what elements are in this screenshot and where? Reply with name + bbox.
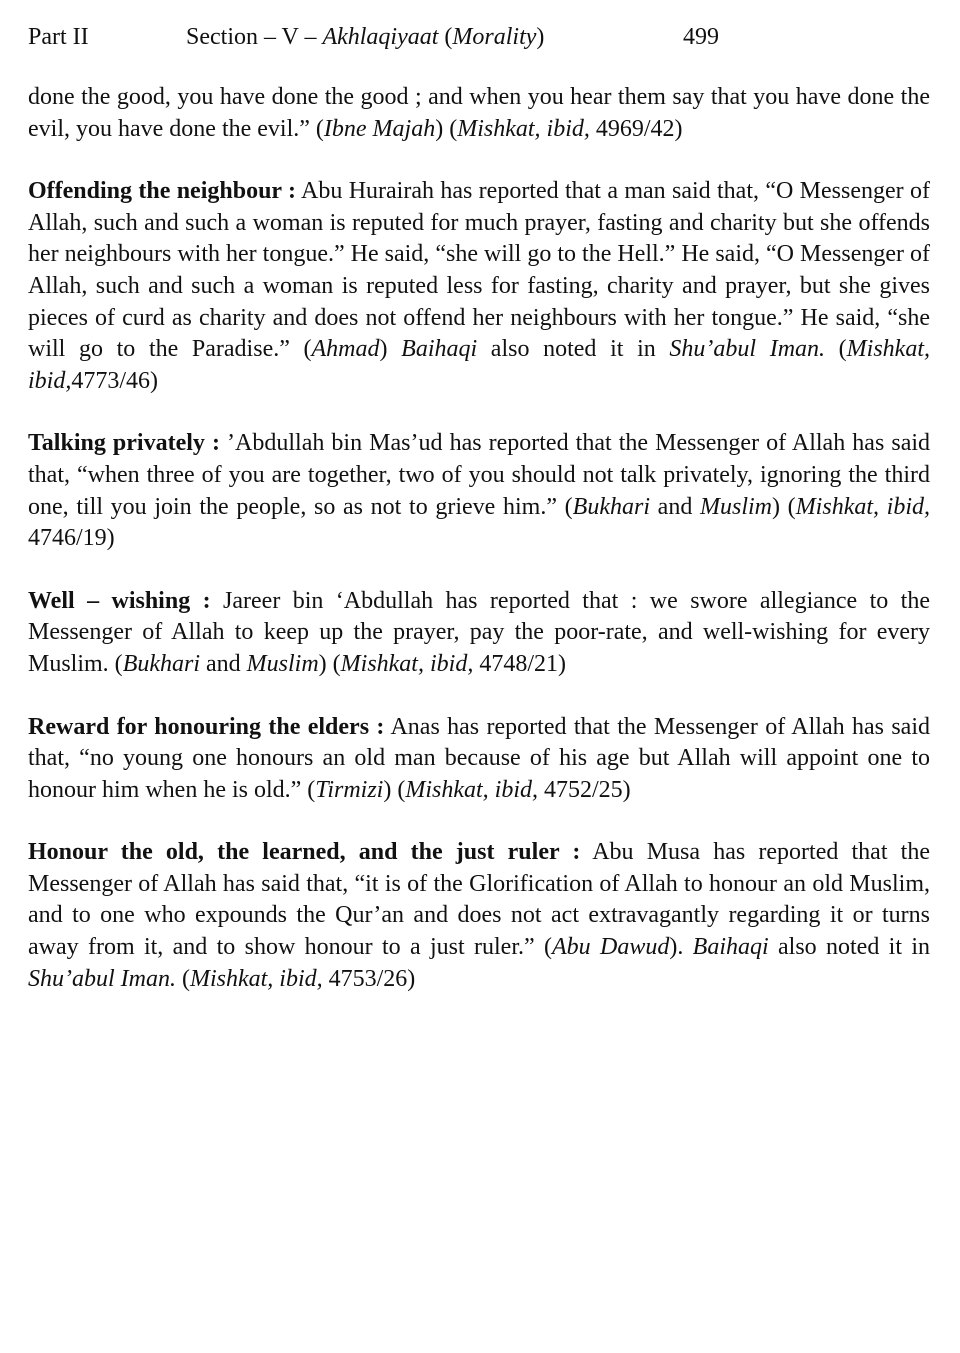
body-text — [28, 82, 930, 995]
paragraph-text: and — [200, 650, 247, 677]
paragraph-heading: Honour the old, the learned, and the just ruler : — [28, 839, 581, 866]
paragraph — [28, 712, 930, 807]
paragraph — [28, 586, 930, 681]
paragraph-text: done the good, you have done the good ; and when you hear them say that you have done the evil, you have done the evil.” ( — [28, 84, 930, 142]
paragraph-text: 4748/21) — [473, 650, 566, 677]
citation-italic: Shu’abul Iman. — [669, 336, 826, 363]
header-section — [186, 20, 544, 54]
citation-italic: Muslim — [700, 493, 773, 520]
paragraph-text: Abu Musa has reported that the Messenger of Allah has said that, “it is of the Glorification of Allah to honour an old Muslim, and to one who expounds the Qur’an and does not act extravagantly regarding it or turns away from it, and to show honour to a just ruler.” ( — [28, 839, 930, 961]
citation-italic: Bukhari — [572, 493, 650, 520]
paragraph-text: 4969/42) — [589, 115, 683, 142]
paragraph — [28, 82, 930, 145]
paragraph-text: ( — [175, 965, 190, 992]
paragraph-text: ) ( — [383, 776, 406, 803]
paragraph-heading: Well – wishing : — [28, 587, 211, 614]
header-section-subtitle: Morality — [452, 24, 537, 50]
paragraph-text: ) ( — [435, 115, 458, 142]
paragraph-text: Abu Hurairah has reported that a man said that, “O Messenger of Allah, such and such a woman is reputed for much prayer, fasting and charity but she offends her neighbours with her tongue.” He said, “she will go to the Hell.” He said, “O Messenger of Allah, such and such a woman is reputed less for fasting, charity and prayer, but she gives pieces of curd as charity and does not offend her neighbours with her tongue.” He said, “she will go to the Paradise.” ( — [28, 178, 930, 363]
citation-italic: Ibne Majah — [323, 115, 436, 142]
paragraph-text: and — [650, 493, 701, 520]
citation-italic: Baihaqi — [692, 934, 769, 961]
paragraph-text: ) ( — [318, 650, 341, 677]
citation-italic: Mishkat, ibid, — [405, 776, 538, 803]
running-header — [28, 20, 930, 54]
paragraph-text: ( — [825, 336, 847, 363]
header-part: Part II — [28, 24, 89, 50]
paragraph — [28, 837, 930, 995]
paragraph-text: ). — [669, 934, 693, 961]
paragraph-text: also noted it in — [477, 336, 670, 363]
document-page — [28, 20, 930, 1026]
paragraph-heading: Talking privately : — [28, 430, 220, 457]
paragraph-text: 4746/19) — [28, 525, 115, 552]
paragraph-text: ) — [379, 336, 402, 363]
citation-italic: Muslim — [246, 650, 319, 677]
paragraph-text: ’Abdullah bin Mas’ud has reported that the Messenger of Allah has said that, “when three of you are together, two of you should not talk privately, ignoring the third one, till you join the people, so as not to grieve him.” ( — [28, 430, 931, 520]
citation-italic: Baihaqi — [401, 336, 478, 363]
citation-italic: Mishkat, ibid, — [457, 115, 590, 142]
citation-italic: Tirmizi — [315, 776, 384, 803]
paragraph — [28, 176, 930, 397]
citation-italic: Abu Dawud — [551, 934, 670, 961]
citation-italic: Shu’abul Iman. — [28, 965, 176, 992]
page-number: 499 — [683, 24, 719, 50]
paragraph-text: also noted it in — [768, 934, 931, 961]
paragraph-text: Jareer bin ‘Abdullah has reported that : we swore allegiance to the Messenger of Allah to keep up the prayer, pay the poor-rate, and well-wishing for every Muslim. ( — [28, 587, 931, 677]
paragraph — [28, 428, 930, 554]
header-paren-close: ) — [536, 24, 545, 50]
citation-italic: Mishkat, ibid, — [189, 965, 323, 992]
citation-italic: Bukhari — [122, 650, 201, 677]
paragraph-text: 4753/26) — [322, 965, 416, 992]
paragraph-heading: Offending the neighbour : — [28, 178, 296, 205]
header-section-prefix: Section – V – — [186, 24, 323, 50]
citation-italic: Mishkat, ibid, — [28, 336, 930, 394]
paragraph-text: 4752/25) — [537, 776, 631, 803]
paragraph-text: Anas has reported that the Messenger of Allah has said that, “no young one honours an old man because of his age but Allah will appoint one to honour him when he is old.” ( — [28, 713, 930, 803]
paragraph-text: ) ( — [772, 493, 796, 520]
header-paren-open: ( — [438, 24, 453, 50]
paragraph-text: 4773/46) — [71, 367, 159, 394]
citation-italic: Mishkat, ibid, — [340, 650, 474, 677]
citation-italic: Mishkat, ibid, — [795, 493, 931, 520]
paragraph-heading: Reward for honouring the elders : — [28, 713, 385, 740]
header-section-title: Akhlaqiyaat — [322, 24, 439, 50]
citation-italic: Ahmad — [311, 336, 380, 363]
